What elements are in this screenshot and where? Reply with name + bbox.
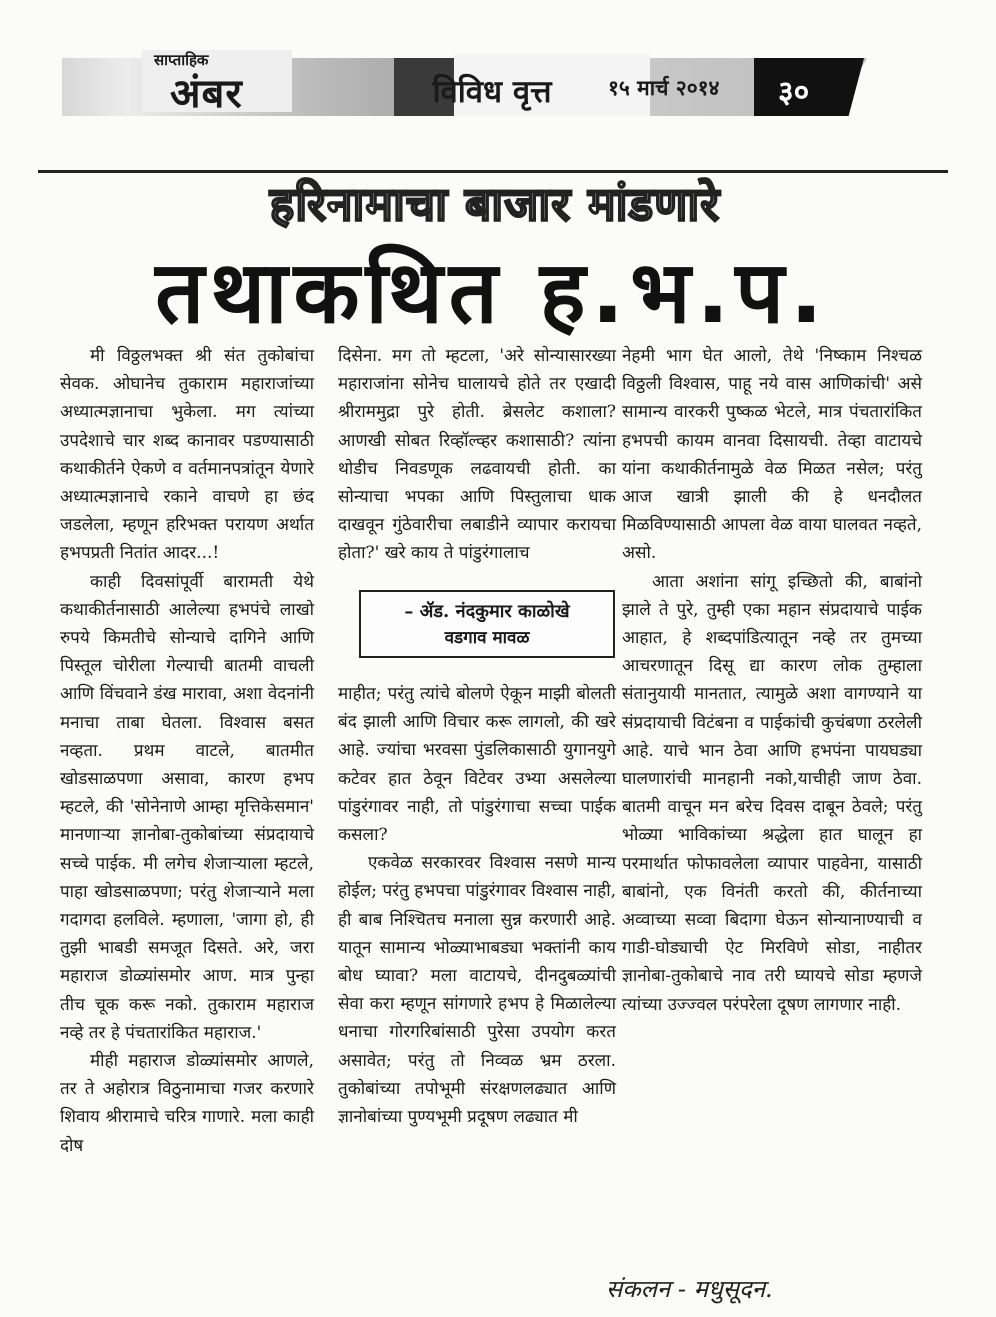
masthead [62, 44, 867, 126]
byline-box [359, 590, 615, 658]
issue-date: १५ मार्च २०१४ [608, 76, 720, 100]
headline-kicker: हरिनामाचा बाजार मांडणारे [269, 177, 721, 231]
article-column-1 [60, 342, 314, 1160]
article-column-2-upper [338, 342, 616, 568]
paragraph: दिसेना. मग तो म्हटला, 'अरे सोन्यासारख्या महाराजांना सोनेच घालायचे होते तर एखादी श्रीराममुद्रा पुरे होती. ब्रेसलेट कशाला? आणखी सोबत रिव्हॉल्व्हर कशासाठी? त्यांना थोडीच निवडणूक लढवायची होती. का सोन्याचा भपका आणि पिस्तुलाचा धाक दाखवून गुंठेवारीचा लबाडीने व्यापार करायचा होता?' खरे काय ते पांडुरंगालाच [338, 346, 616, 564]
article-column-2-lower [338, 680, 616, 1131]
headline-main: तथाकथित ह.भ.प. [155, 243, 829, 343]
section-title: विविध वृत्त [432, 74, 552, 110]
paragraph: माहीत; परंतु त्यांचे बोलणे ऐकून माझी बोलती बंद झाली आणि विचार करू लागलो, की खरे आहे. ज्यांचा भरवसा पुंडलिकासाठी युगानयुगे कटेवर हात ठेवून विटेवर उभ्या असलेल्या पांडुरंगावर नाही, तो पांडुरंगाचा सच्चा पाईक कसला? [338, 684, 616, 846]
paragraph: मी विठ्ठलभक्त श्री संत तुकोबांचा सेवक. ओघानेच तुकाराम महाराजांच्या अध्यात्मज्ञानाचा भुकेला. मग त्यांच्या उपदेशाचे चार शब्द कानावर पडण्यासाठी कथाकीर्तने ऐकणे व वर्तमानपत्रांतून येणारे अध्यात्मज्ञानाचे रकाने वाचणे हा छंद जडलेला, म्हणून हरिभक्त परायण अर्थात हभपप्रती नितांत आदर...! [60, 346, 314, 564]
publication-name: अंबर [170, 71, 243, 117]
author-place: वडगाव मावळ [444, 628, 530, 648]
author-name: – ॲड. नंदकुमार काळोखे [404, 601, 570, 622]
paragraph: नेहमी भाग घेत आलो, तेथे 'निष्काम निश्चळ विठ्ठली विश्वास, पाहू नये वास आणिकांची' असे सामान्य वारकरी पुष्कळ भेटले, मात्र पंचतारांकित हभपची कायम वानवा दिसायची. तेव्हा वाटायचे यांना कथाकीर्तनामुळे वेळ मिळत नसेल; परंतु आज खात्री झाली की हे धनदौलत मिळविण्यासाठी आपला वेळ वाया घालवत नव्हते, असो. [622, 346, 922, 564]
article-column-3 [622, 342, 922, 1019]
paragraph: मीही महाराज डोळ्यांसमोर आणले, तर ते अहोरात्र विठुनामाचा गजर करणारे शिवाय श्रीरामाचे चरित्र गाणारे. मला काही दोष [60, 1051, 314, 1156]
weekly-label: साप्ताहिक [154, 51, 209, 69]
page-number: ३० [778, 75, 810, 110]
handwritten-note: संकलन - मधुसूदन. [606, 1275, 773, 1303]
paragraph: एकवेळ सरकारवर विश्वास नसणे मान्य होईल; परंतु हभपचा पांडुरंगावर विश्वास नाही, ही बाब निश्चितच मनाला सुन्न करणारी आहे. यातून सामान्य भोळ्याभाबड्या भक्तांनी काय बोध घ्यावा? मला वाटायचे, दीनदुबळ्यांची सेवा करा म्हणून सांगणारे हभप हे मिळालेल्या धनाचा गोरगरिबांसाठी पुरेसा उपयोग करत असावेत; परंतु तो निव्वळ भ्रम ठरला. तुकोबांच्या तपोभूमी संरक्षणलढ्यात आणि ज्ञानोबांच्या पुण्यभूमी प्रदूषण लढ्यात मी [338, 853, 616, 1128]
paragraph: आता अशांना सांगू इच्छितो की, बाबांनो झाले ते पुरे, तुम्ही एका महान संप्रदायाचे पाईक आहात, हे शब्दपांडित्यातून नव्हे तर तुमच्या आचरणातून दिसू द्या कारण लोक तुम्हाला संतानुयायी मानतात, त्यामुळे अशा वागण्याने या संप्रदायाची विटंबना व पाईकांची कुचंबणा ठरलेली आहे. याचे भान ठेवा आणि हभपंना पायघड्या घालणारांची मानहानी नको,याचीही जाण ठेवा. बातमी वाचून मन बरेच दिवस दाबून ठेवले; परंतु भोळ्या भाविकांच्या श्रद्धेला हात घालून हा परमार्थात फोफावलेला व्यापार पाहवेना, यासाठी बाबांनो, एक विनंती करतो की, कीर्तनाच्या अव्वाच्या सव्वा बिदागा घेऊन सोन्यानाण्याची व गाडी-घोड्याची ऐट मिरविणे सोडा, नाहीतर ज्ञानोबा-तुकोबाचे नाव तरी घ्यायचे सोडा म्हणजे त्यांच्या उज्ज्वल परंपरेला दूषण लागणार नाही. [622, 571, 922, 1015]
paragraph: काही दिवसांपूर्वी बारामती येथे कथाकीर्तनासाठी आलेल्या हभपंचे लाखो रुपये किमतीचे सोन्याचे दागिने आणि पिस्तूल चोरीला गेल्याची बातमी वाचली आणि विंचवाने डंख मारावा, अशा वेदनांनी मनाचा ताबा घेतला. विश्वास बसत नव्हता. प्रथम वाटले, बातमीत खोडसाळपणा असावा, कारण हभप म्हटले, की 'सोनेनाणे आम्हा मृत्तिकेसमान' मानणाऱ्या ज्ञानोबा-तुकोबांच्या संप्रदायाचे सच्चे पाईक. मी लगेच शेजाऱ्याला म्हटले, पाहा खोडसाळपणा; परंतु शेजाऱ्याने मला गदागदा हलविले. म्हणाला, 'जागा हो, ही तुझी भाबडी समजूत दिसते. अरे, जरा महाराज डोळ्यांसमोर आण. मात्र पुन्हा तीच चूक करू नको. तुकाराम महाराज नव्हे तर हे पंचतारांकित महाराज.' [60, 571, 314, 1043]
